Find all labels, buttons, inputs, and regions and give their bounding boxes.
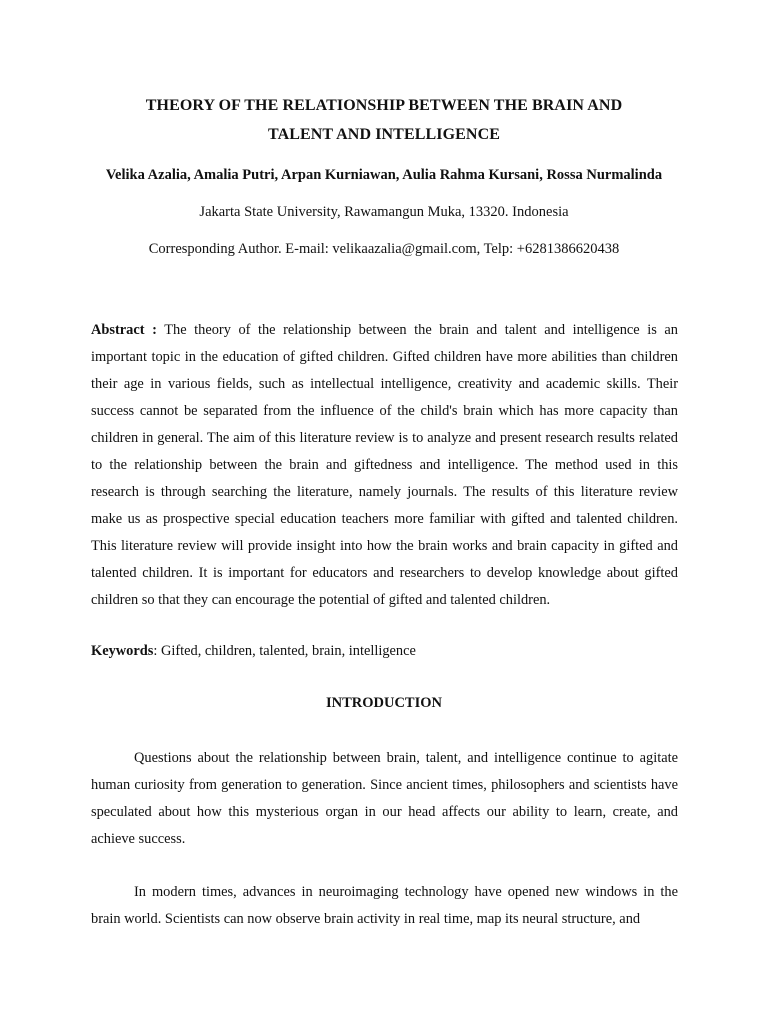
abstract <box>91 317 678 614</box>
paper-title <box>60 91 708 149</box>
keywords-text: : Gifted, children, talented, brain, intelligence <box>153 643 416 659</box>
abstract-text: The theory of the relationship between the brain and talent and intelligence is an important topic in the education of gifted children. Gifted children have more abilities than children their age in various fields, such as intellectual intelligence, creativity and academic skills. Their success cannot be separated from the influence of the child's brain which has more capacity than children in general. The aim of this literature review is to analyze and present research results related to the relationship between the brain and giftedness and intelligence. The method used in this research is through searching the literature, namely journals. The results of this literature review make us as prospective special education teachers more familiar with gifted and talented children. This literature review will provide insight into how the brain works and brain capacity in gifted and talented children. It is important for educators and researchers to develop knowledge about gifted children so that they can encourage the potential of gifted and talented children. <box>91 322 678 608</box>
author-list: Velika Azalia, Amalia Putri, Arpan Kurniawan, Aulia Rahma Kursani, Rossa Nurmalinda <box>105 167 663 183</box>
keywords <box>91 640 678 662</box>
title-line-1: THEORY OF THE RELATIONSHIP BETWEEN THE BRAIN AND <box>145 97 623 114</box>
introduction-paragraph-2: In modern times, advances in neuroimaging technology have opened new windows in the brain world. Scientists can now observe brain activity in real time, map its neural structure, and <box>91 884 678 927</box>
affiliation: Jakarta State University, Rawamangun Muka, 13320. Indonesia <box>199 204 569 220</box>
introduction-heading: INTRODUCTION <box>325 695 442 711</box>
introduction-paragraph-1: Questions about the relationship between brain, talent, and intelligence continue to agitate human curiosity from generation to generation. Since ancient times, philosophers and scientists have speculated about how this mysterious organ in our head affects our ability to learn, create, and achieve success. <box>91 750 678 847</box>
abstract-label: Abstract : <box>91 322 157 338</box>
title-line-2: TALENT AND INTELLIGENCE <box>268 126 500 143</box>
corresponding-author: Corresponding Author. E-mail: velikaazalia@gmail.com, Telp: +6281386620438 <box>148 241 620 257</box>
keywords-label: Keywords <box>91 643 154 659</box>
